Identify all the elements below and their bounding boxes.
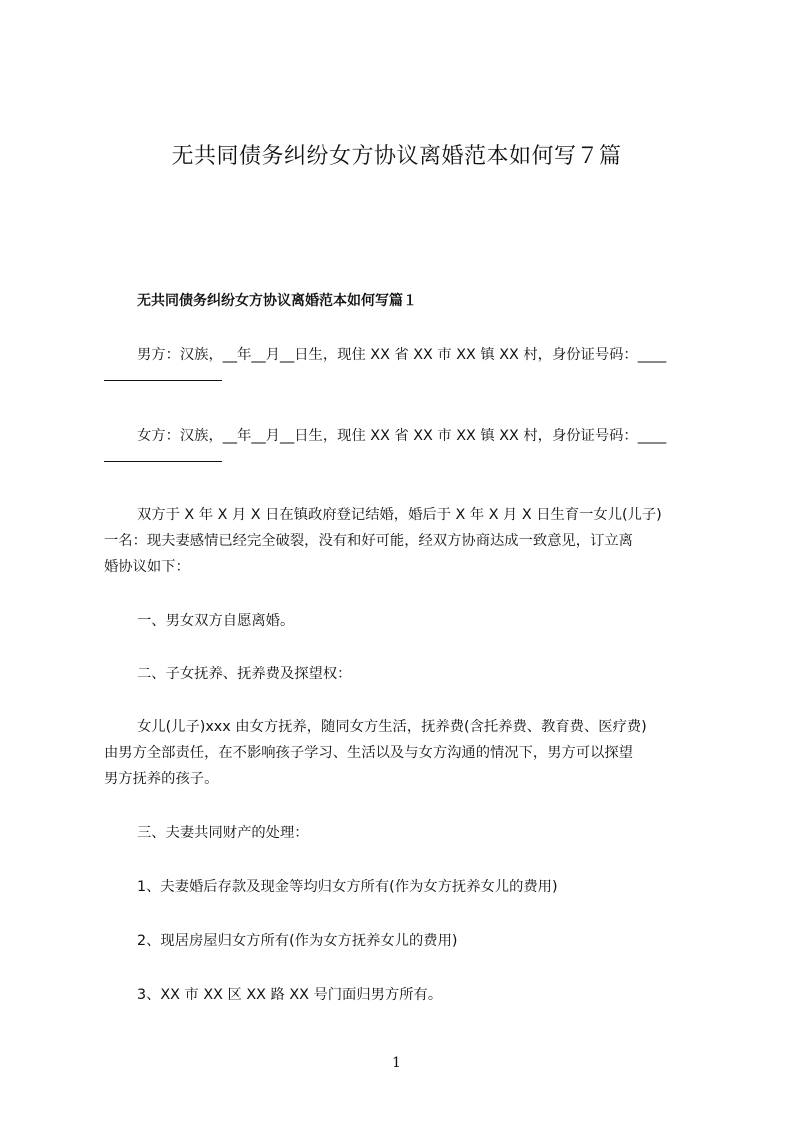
clause-1-text: 一、男女双方自愿离婚。: [137, 613, 295, 629]
man-id-blank-line: [104, 368, 710, 394]
clause-2-text: 二、子女抚养、抚养费及探望权：: [137, 666, 352, 682]
intro-line: 双方于 X 年 X 月 X 日在镇政府登记结婚，婚后于 X 年 X 月 X 日生育一女儿(儿子): [137, 507, 662, 523]
property-item-3-text: 3、XX 市 XX 区 XX 路 XX 号门面归男方所有。: [137, 987, 443, 1003]
intro-paragraph: [104, 502, 710, 580]
document-title: 无共同债务纠纷女方协议离婚范本如何写７篇: [171, 144, 622, 169]
property-item-3: [104, 982, 710, 1008]
custody-line: 男方抚养的孩子。: [104, 771, 219, 787]
woman-id-blank-line: [104, 449, 710, 475]
woman-info-text: 女方：汉族，__年__月__日生，现住 XX 省 XX 市 XX 镇 XX 村，身份证号码：____: [137, 428, 667, 444]
custody-paragraph: [104, 714, 710, 792]
page-number: 1: [392, 1055, 401, 1071]
property-item-1: [104, 874, 710, 900]
man-info-text: 男方：汉族，__年__月__日生，现住 XX 省 XX 市 XX 镇 XX 村，身份证号码：____: [137, 347, 667, 363]
custody-line: 由男方全部责任，在不影响孩子学习、生活以及与女方沟通的情况下，男方可以探望: [104, 745, 633, 761]
intro-line: 一名：现夫妻感情已经完全破裂，没有和好可能，经双方协商达成一致意见，订立离: [104, 533, 633, 549]
section-heading: 无共同债务纠纷女方协议离婚范本如何写篇１: [137, 293, 417, 309]
intro-line: 婚协议如下：: [104, 559, 190, 575]
clause-3-text: 三、夫妻共同财产的处理：: [137, 825, 309, 841]
clause-2: [104, 661, 710, 687]
property-item-2-text: 2、现居房屋归女方所有(作为女方抚养女儿的费用): [137, 933, 458, 949]
property-item-1-text: 1、夫妻婚后存款及现金等均归女方所有(作为女方抚养女儿的费用): [137, 879, 558, 895]
man-info-paragraph: [104, 342, 710, 394]
custody-line: 女儿(儿子)xxx 由女方抚养，随同女方生活，抚养费(含托养费、教育费、医疗费): [137, 719, 647, 735]
woman-info-paragraph: [104, 423, 710, 475]
clause-1: [104, 608, 710, 634]
clause-3: [104, 820, 710, 846]
property-item-2: [104, 928, 710, 954]
